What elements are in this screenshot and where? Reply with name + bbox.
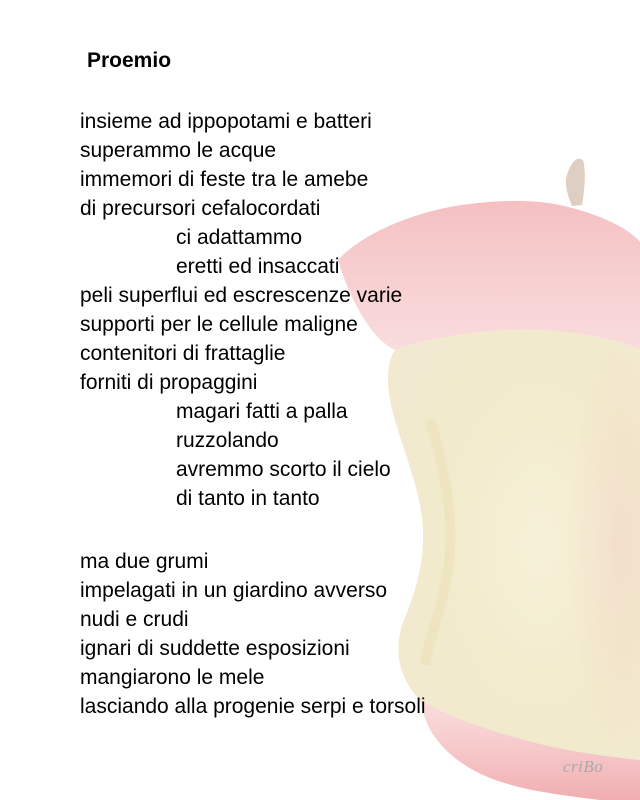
poem-line-indented: ruzzolando <box>176 429 279 452</box>
poem-line: peli superflui ed escrescenze varie <box>80 284 403 307</box>
poem-line: superammo le acque <box>80 139 277 162</box>
poem-line: insieme ad ippopotami e batteri <box>80 110 372 133</box>
poem-line: ignari di suddette esposizioni <box>80 637 350 660</box>
poem-line: impelagati in un giardino avverso <box>80 579 388 602</box>
poem-line-indented: di tanto in tanto <box>176 487 320 510</box>
poem-line: nudi e crudi <box>80 608 189 631</box>
poem-line-indented: ci adattammo <box>176 226 303 249</box>
poem-line: supporti per le cellule maligne <box>80 313 358 336</box>
poem-line: ma due grumi <box>80 550 209 573</box>
poem-line: contenitori di frattaglie <box>80 342 286 365</box>
poem-line: di precursori cefalocordati <box>80 197 321 220</box>
author-signature: criBo <box>563 757 604 776</box>
poem-line-indented: eretti ed insaccati <box>176 255 340 278</box>
poem-line: forniti di propaggini <box>80 371 258 394</box>
poem-line: lasciando alla progenie serpi e torsoli <box>80 695 426 718</box>
poem-line: immemori di feste tra le amebe <box>80 168 369 191</box>
poem-line-indented: magari fatti a palla <box>176 400 348 423</box>
poem-line-indented: avremmo scorto il cielo <box>176 458 391 481</box>
poem-title: Proemio <box>87 49 172 72</box>
poem-line: mangiarono le mele <box>80 666 265 689</box>
